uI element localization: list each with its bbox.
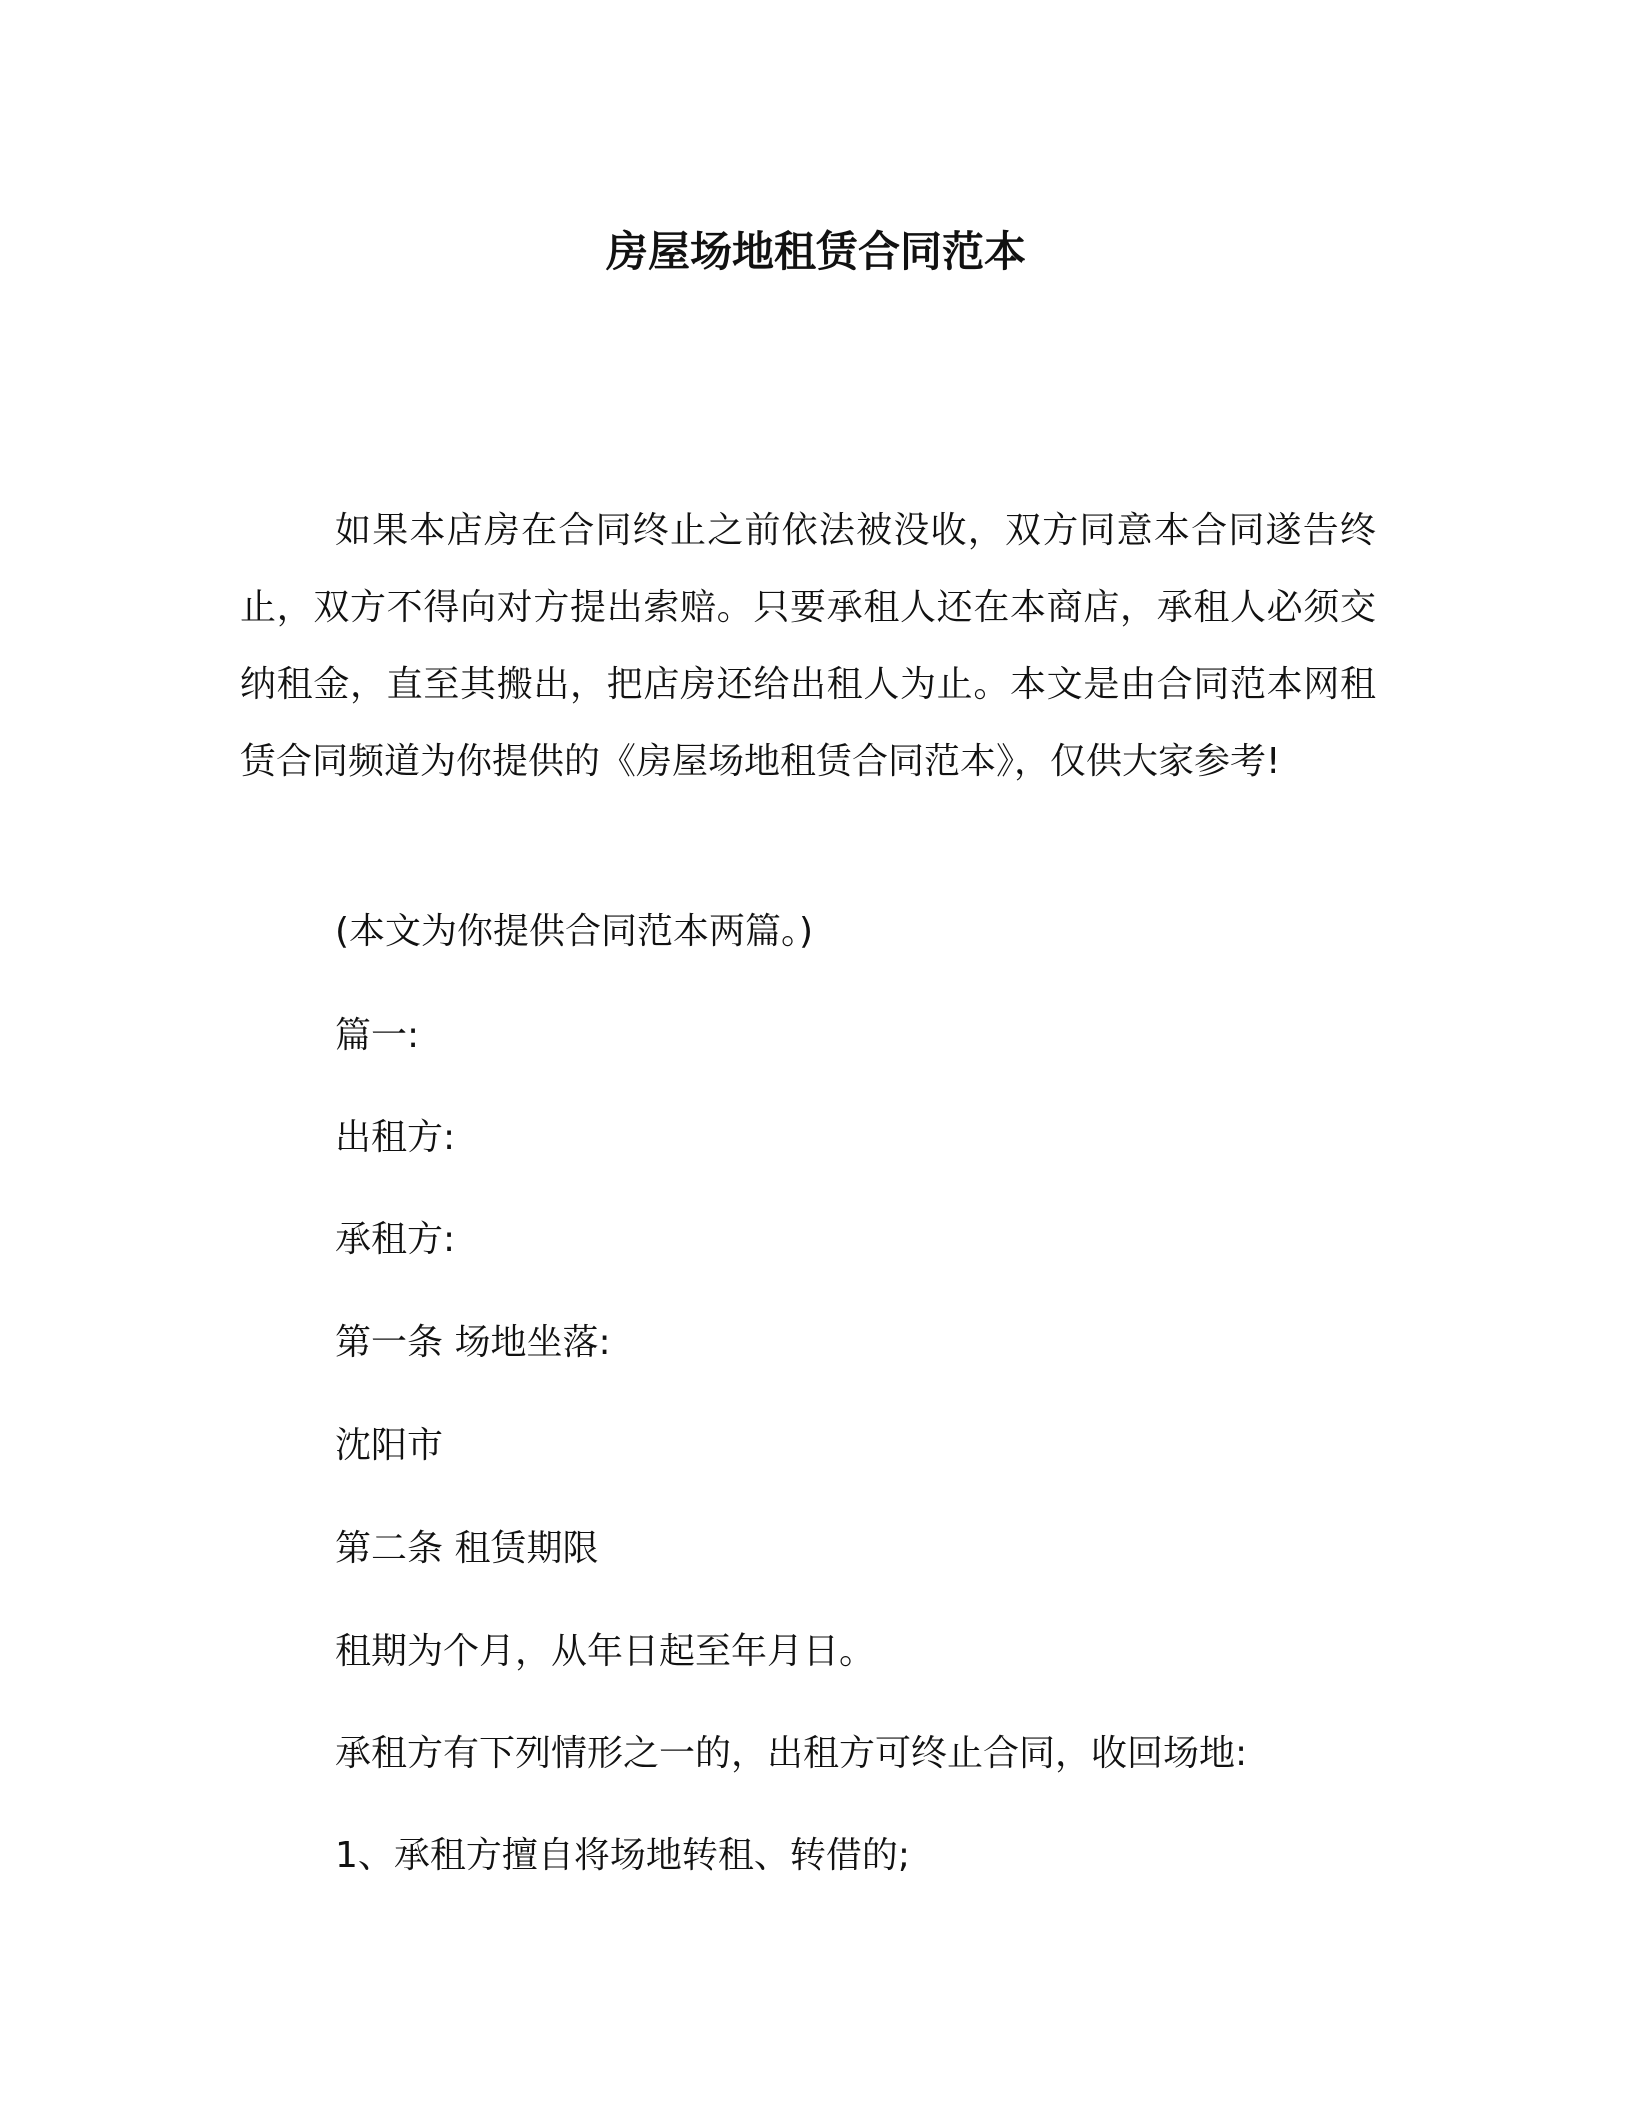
paragraph-lessee: 承租方: [335, 1219, 456, 1260]
paragraph-item-one: 1、承租方擅自将场地转租、转借的; [335, 1835, 911, 1876]
paragraph-termination: 承租方有下列情形之一的，出租方可终止合同，收回场地: [335, 1733, 1248, 1774]
intro-paragraph: 如果本店房在合同终止之前依法被没收，双方同意本合同遂告终止，双方不得向对方提出索赔。只要承租人还在本商店，承租人必须交纳租金，直至其搬出，把店房还给出租人为止。本文是由合同范本网租赁合同频道为你提供的《房屋场地租赁合同范本》，仅供大家参考! [240, 510, 1376, 782]
paragraph-article-two: 第二条 租赁期限 [335, 1528, 599, 1569]
paragraph-term: 租期为个月，从年日起至年月日。 [335, 1631, 876, 1672]
paragraph-section-one: 篇一: [335, 1015, 420, 1056]
paragraph-city: 沈阳市 [335, 1425, 444, 1466]
document-title: 房屋场地租赁合同范本 [605, 227, 1026, 276]
paragraph-article-one: 第一条 场地坐落: [335, 1322, 611, 1363]
paragraph-note: (本文为你提供合同范本两篇。) [335, 911, 814, 952]
paragraph-lessor: 出租方: [335, 1117, 456, 1158]
